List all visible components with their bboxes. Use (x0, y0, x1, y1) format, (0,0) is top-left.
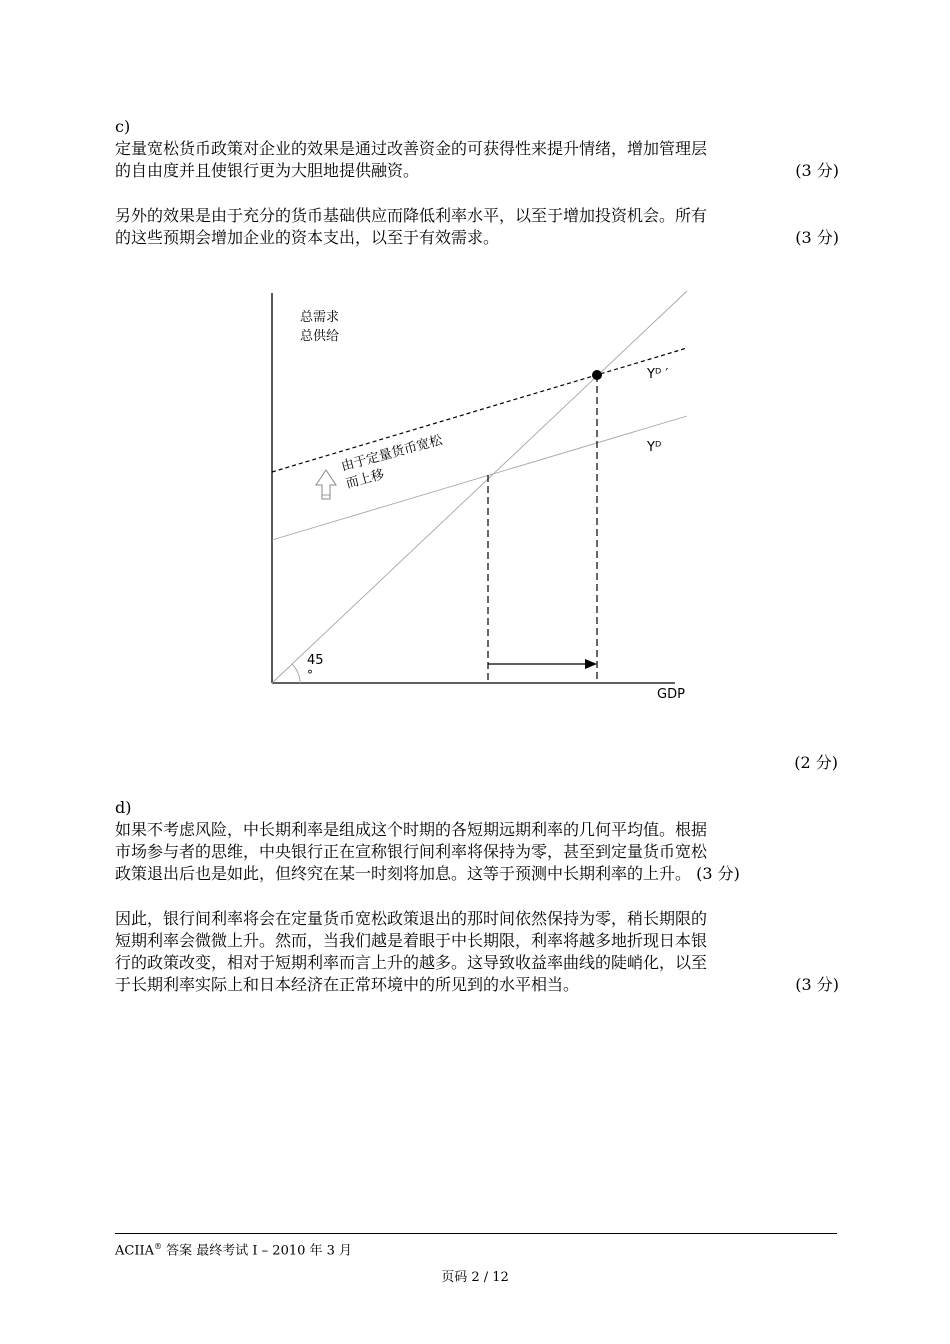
paragraph-line: 另外的效果是由于充分的货币基础供应而降低利率水平，以至于增加投资机会。所有 (115, 206, 708, 225)
points-label: (3 分) (696, 864, 740, 883)
line-yd-prime (272, 348, 687, 472)
y-axis-label-1: 总需求 (300, 310, 340, 325)
line-yd (272, 416, 687, 540)
aggregate-demand-chart (255, 285, 705, 715)
angle-arc (292, 664, 300, 683)
section-d-paragraph-2 (115, 908, 839, 996)
shift-annotation-2: 而上移 (344, 467, 386, 492)
chart-svg (255, 285, 705, 715)
paragraph-line: 如果不考虑风险，中长期利率是组成这个时期的各短期远期利率的几何平均值。根据 (115, 820, 708, 839)
paragraph-line: 市场参与者的思维，中央银行正在宣称银行间利率将保持为零，甚至到定量货币宽松 (115, 842, 708, 861)
y-axis-label-2: 总供给 (300, 329, 340, 344)
paragraph-line: 的自由度并且使银行更为大胆地提供融资。 (115, 161, 420, 180)
degree-symbol: ° (307, 668, 313, 682)
line-45-degree (272, 291, 687, 683)
series-label-yd-prime: Yᴰ ′ (647, 367, 669, 382)
points-label: (3 分) (795, 228, 839, 247)
series-label-yd: Yᴰ (647, 440, 662, 455)
page-number: 页码 2 / 12 (441, 1270, 509, 1285)
paragraph-line: 于长期利率实际上和日本经济在正常环境中的所见到的水平相当。 (115, 975, 580, 994)
paragraph-line: 定量宽松货币政策对企业的效果是通过改善资金的可获得性来提升情绪，增加管理层 (115, 139, 708, 158)
points-label: (3 分) (795, 161, 839, 180)
points-label: (3 分) (795, 975, 839, 994)
shift-annotation-1: 由于定量货币宽松 (339, 433, 445, 475)
footer-title (115, 1238, 352, 1260)
paragraph-line: 行的政策改变，相对于短期利率而言上升的越多。这导致收益率曲线的陡峭化，以至 (115, 953, 708, 972)
paragraph-line: 政策退出后也是如此，但终究在某一时刻将加息。这等于预测中长期利率的上升。 (115, 864, 692, 883)
footer-org: ACIIA (115, 1243, 154, 1259)
paragraph-line: 短期利率会微微上升。然而，当我们越是着眼于中长期限，利率将越多地折现日本银 (115, 931, 708, 950)
footer-divider (115, 1233, 837, 1234)
section-d-label: d) (115, 798, 132, 817)
section-c-paragraph-1 (115, 138, 839, 182)
section-d-paragraph-1 (115, 819, 839, 885)
arrow-head (585, 659, 597, 669)
angle-label: 45 (307, 653, 324, 668)
paragraph-line: 因此，银行间利率将会在定量货币宽松政策退出的那时间依然保持为零，稍长期限的 (115, 909, 708, 928)
registered-mark: ® (154, 1242, 162, 1251)
chart-points-label: (2 分) (794, 753, 838, 772)
section-c-label: c) (115, 117, 131, 136)
footer-exam: 答案 最终考试 I – 2010 年 3 月 (162, 1243, 353, 1259)
section-c-paragraph-2 (115, 205, 839, 249)
x-axis-label: GDP (657, 687, 685, 702)
paragraph-line: 的这些预期会增加企业的资本支出，以至于有效需求。 (115, 228, 500, 247)
equilibrium-point-new (592, 370, 602, 380)
